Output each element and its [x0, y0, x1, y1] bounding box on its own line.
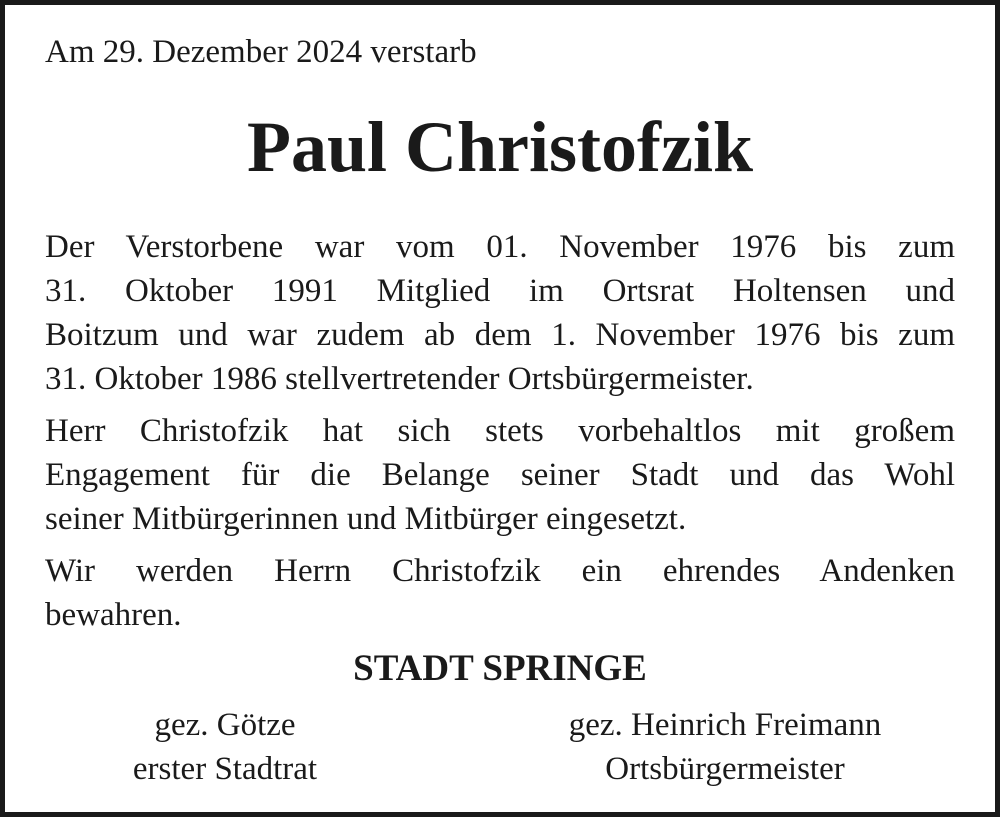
paragraph-line: Der Verstorbene war vom 01. November 1976 bis zum	[45, 229, 955, 265]
intro-line: Am 29. Dezember 2024 verstarb	[45, 34, 477, 70]
organization-name: STADT SPRINGE	[353, 648, 647, 689]
paragraph-tenure	[45, 225, 955, 401]
paragraph-remembrance	[45, 549, 955, 637]
paragraph-line: Boitzum und war zudem ab dem 1. November 1976 bis zum	[45, 317, 955, 353]
signatory-name: gez. Götze	[154, 707, 296, 743]
signatory-title: erster Stadtrat	[132, 751, 318, 787]
paragraph-line: Engagement für die Belange seiner Stadt und das Wohl	[45, 457, 955, 493]
signatory-left	[60, 703, 390, 791]
paragraph-line: bewahren.	[45, 597, 182, 633]
paragraph-line: seiner Mitbürgerinnen und Mitbürger eingesetzt.	[45, 501, 687, 537]
signatory-name: gez. Heinrich Freimann	[568, 707, 882, 743]
notice-body	[45, 225, 955, 645]
paragraph-engagement	[45, 409, 955, 541]
paragraph-line: Wir werden Herrn Christofzik ein ehrendes Andenken	[45, 553, 955, 589]
paragraph-line: 31. Oktober 1986 stellvertretender Ortsbürgermeister.	[45, 361, 754, 397]
deceased-name: Paul Christofzik	[246, 107, 753, 187]
signatory-right	[530, 703, 920, 791]
paragraph-line: 31. Oktober 1991 Mitglied im Ortsrat Holtensen und	[45, 273, 955, 309]
signatory-title: Ortsbürgermeister	[605, 751, 845, 787]
paragraph-line: Herr Christofzik hat sich stets vorbehaltlos mit großem	[45, 413, 955, 449]
